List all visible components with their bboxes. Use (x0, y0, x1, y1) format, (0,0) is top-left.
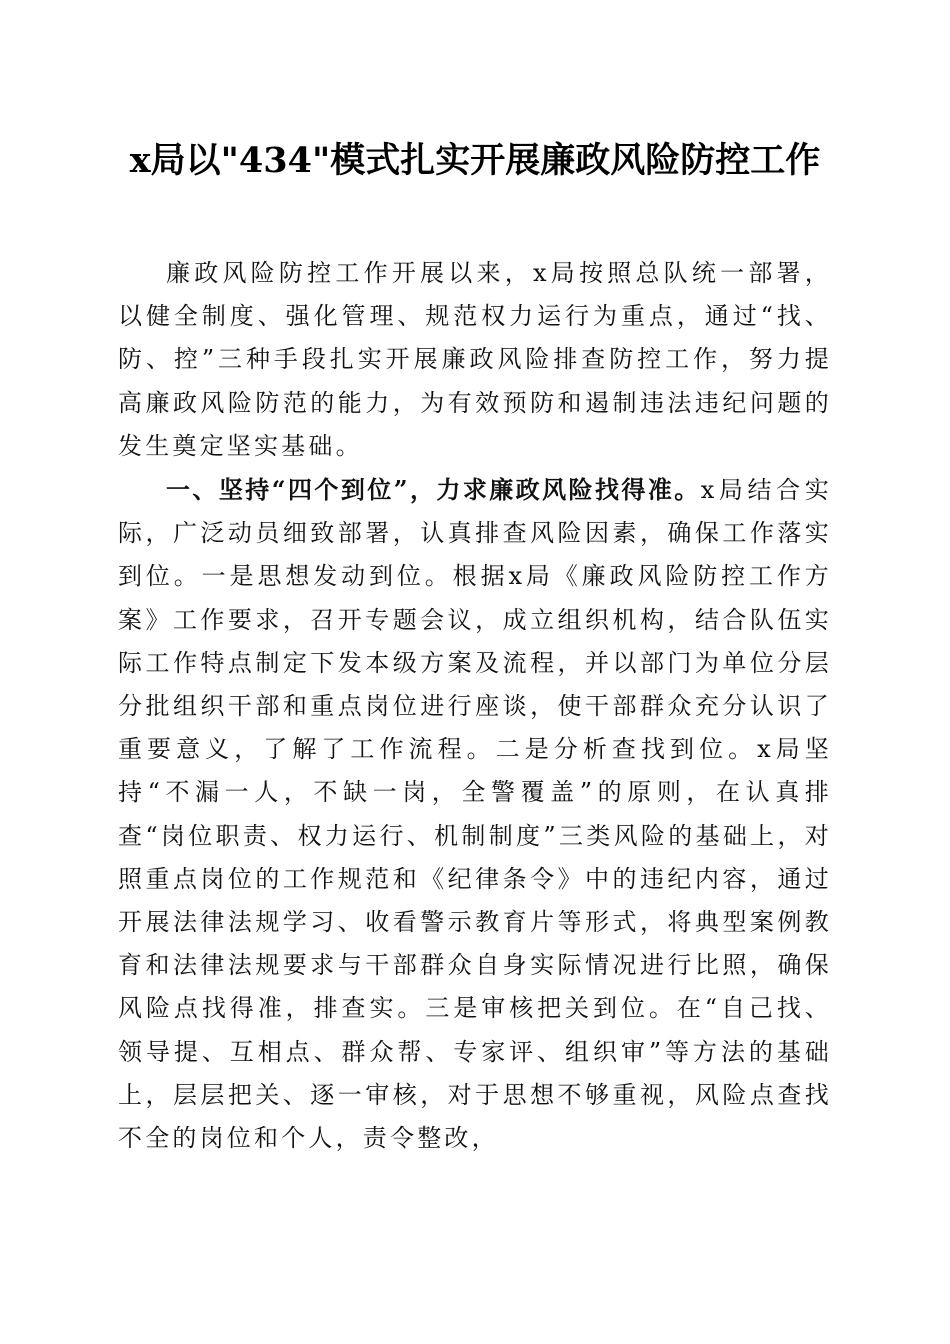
section-one-text: x局结合实际，广泛动员细致部署，认真排查风险因素，确保工作落实到位。一是思想发动到位。根据x局《廉政风险防控工作方案》工作要求，召开专题会议，成立组织机构，结合队伍实际工作特点制定下发本级方案及流程，并以部门为单位分层分批组织干部和重点岗位进行座谈，使干部群众充分认识了重要意义，了解了工作流程。二是分析查找到位。x局坚持“不漏一人，不缺一岗，全警覆盖”的原则，在认真排查“岗位职责、权力运行、机制制度”三类风险的基础上，对照重点岗位的工作规范和《纪律条令》中的违纪内容，通过开展法律法规学习、收看警示教育片等形式，将典型案例教育和法律法规要求与干部群众自身实际情况进行比照，确保风险点找得准，排查实。三是审核把关到位。在“自己找、领导提、互相点、群众帮、专家评、组织审”等方法的基础上，层层把关、逐一审核，对于思想不够重视，风险点查找不全的岗位和个人，责令整改， (118, 476, 832, 1153)
paragraph-intro (118, 252, 832, 468)
paragraph-intro-text: 廉政风险防控工作开展以来，x局按照总队统一部署，以健全制度、强化管理、规范权力运行为重点，通过“找、防、控”三种手段扎实开展廉政风险排查防控工作，努力提高廉政风险防范的能力，为有效预防和遏制违法违纪问题的发生奠定坚实基础。 (118, 259, 832, 460)
document-body (118, 252, 832, 1160)
section-one-heading: 一、坚持“四个到位”，力求廉政风险找得准。 (166, 475, 701, 505)
document-title: x局以"434"模式扎实开展廉政风险防控工作 (129, 140, 821, 181)
paragraph-section-one (118, 468, 832, 1160)
